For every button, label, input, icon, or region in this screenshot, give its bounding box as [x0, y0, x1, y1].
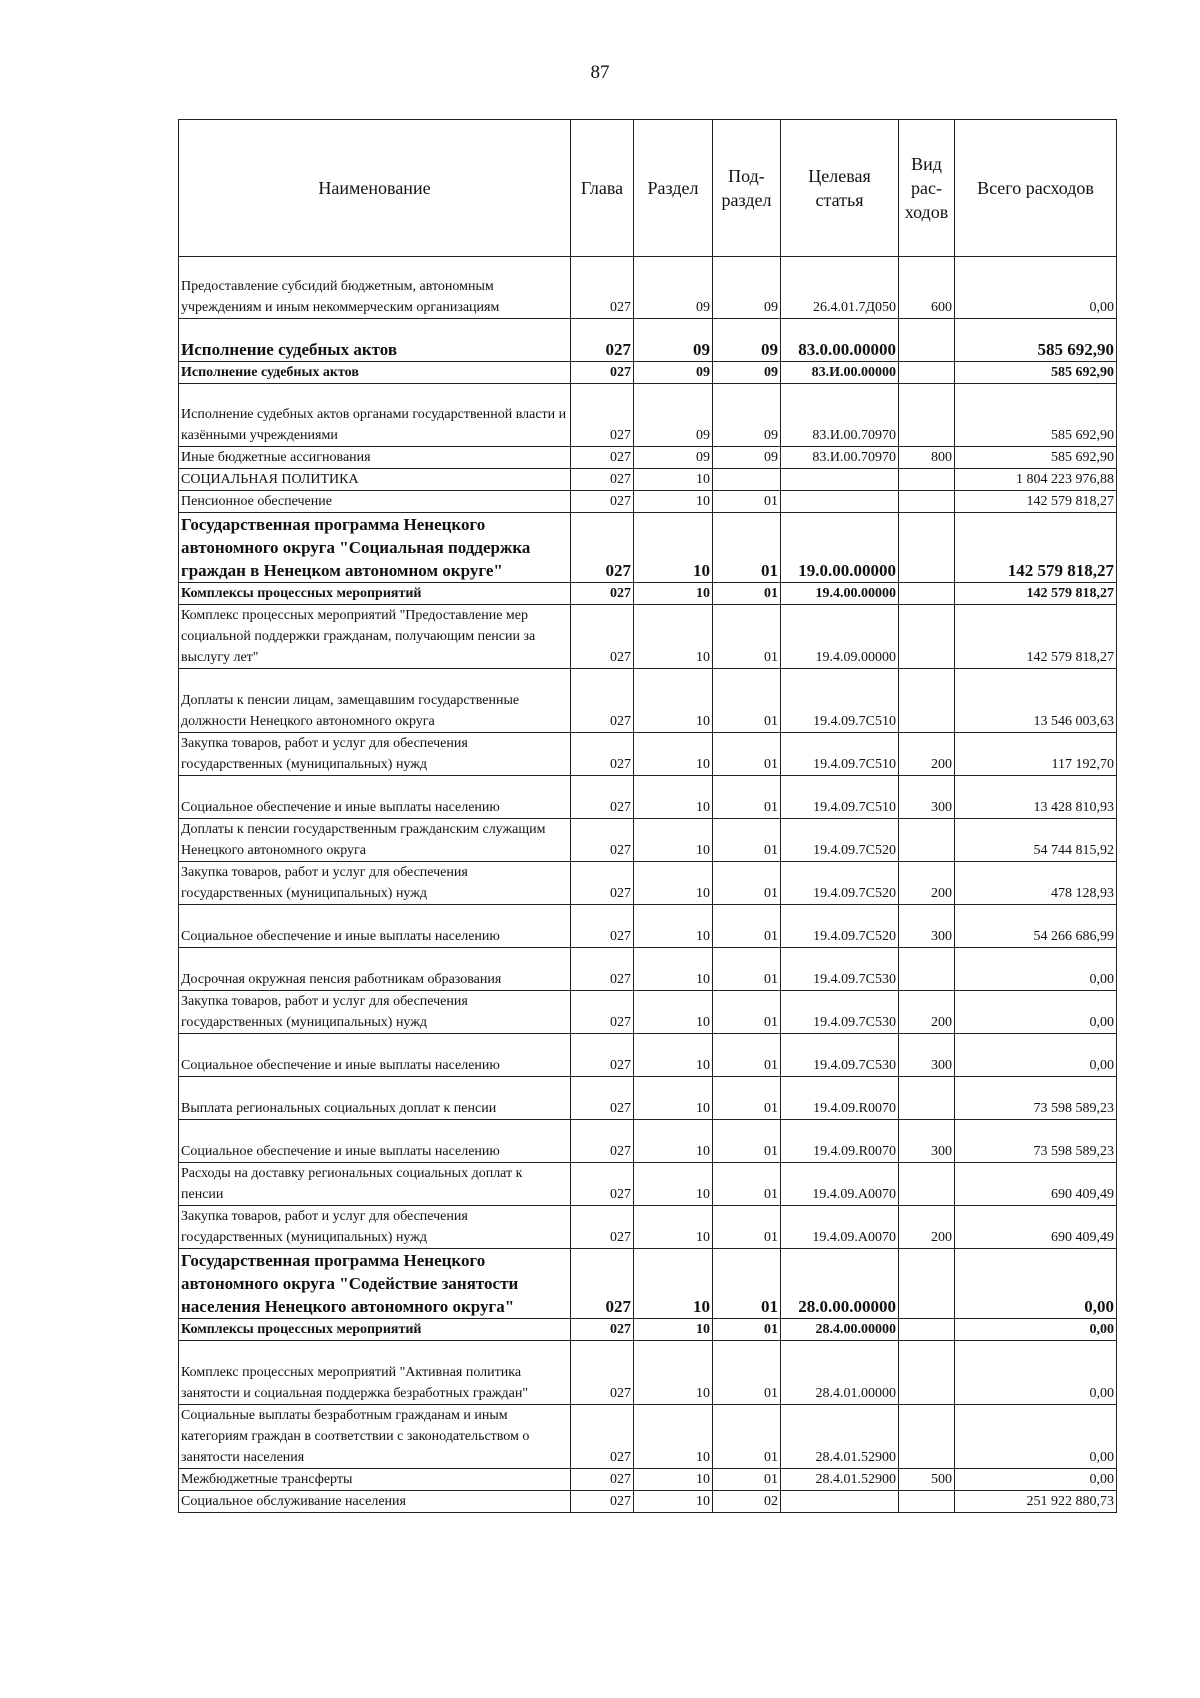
cell-name: Доплаты к пенсии государственным гражданским служащим Ненецкого автономного округа: [179, 819, 571, 862]
cell-target: 19.4.09.7С510: [781, 733, 899, 776]
cell-target: 19.4.09.00000: [781, 605, 899, 669]
cell-glava: 027: [571, 948, 634, 991]
cell-razdel: 10: [634, 583, 713, 605]
cell-name: Комплексы процессных мероприятий: [179, 1319, 571, 1341]
table-row: [179, 862, 1117, 905]
table-row: [179, 905, 1117, 948]
cell-glava: 027: [571, 362, 634, 384]
cell-podrazdel: 01: [713, 948, 781, 991]
cell-total: 690 409,49: [955, 1206, 1117, 1249]
cell-target: 19.4.09.7С520: [781, 862, 899, 905]
cell-podrazdel: 01: [713, 1077, 781, 1120]
page-number: 87: [590, 62, 610, 83]
cell-target: 19.4.09.7С530: [781, 991, 899, 1034]
cell-total: 1 804 223 976,88: [955, 469, 1117, 491]
cell-razdel: 10: [634, 1249, 713, 1319]
cell-podrazdel: 01: [713, 776, 781, 819]
cell-total: 585 692,90: [955, 319, 1117, 362]
table-row: [179, 1034, 1117, 1077]
table-row: [179, 469, 1117, 491]
cell-razdel: 10: [634, 733, 713, 776]
table-header-row: [179, 120, 1117, 257]
cell-razdel: 10: [634, 1491, 713, 1513]
cell-glava: 027: [571, 1163, 634, 1206]
cell-razdel: 09: [634, 319, 713, 362]
cell-name: Комплекс процессных мероприятий "Активная политика занятости и социальная поддержка безработных граждан": [179, 1341, 571, 1405]
cell-vid: [899, 819, 955, 862]
table-row: [179, 1319, 1117, 1341]
cell-total: 0,00: [955, 1341, 1117, 1405]
cell-glava: 027: [571, 1249, 634, 1319]
col-header-target: Целевая статья: [781, 120, 899, 257]
cell-total: 142 579 818,27: [955, 605, 1117, 669]
cell-name: Закупка товаров, работ и услуг для обеспечения государственных (муниципальных) нужд: [179, 862, 571, 905]
cell-podrazdel: 01: [713, 991, 781, 1034]
table-row: [179, 447, 1117, 469]
cell-vid: 200: [899, 733, 955, 776]
cell-vid: [899, 1491, 955, 1513]
cell-razdel: 10: [634, 1163, 713, 1206]
col-header-vid: Вид рас-ходов: [899, 120, 955, 257]
cell-glava: 027: [571, 605, 634, 669]
cell-total: 13 428 810,93: [955, 776, 1117, 819]
cell-target: 19.4.09.7С520: [781, 905, 899, 948]
cell-total: 251 922 880,73: [955, 1491, 1117, 1513]
cell-target: [781, 491, 899, 513]
cell-vid: [899, 1341, 955, 1405]
cell-razdel: 10: [634, 991, 713, 1034]
cell-name: Закупка товаров, работ и услуг для обеспечения государственных (муниципальных) нужд: [179, 1206, 571, 1249]
col-header-glava: Глава: [571, 120, 634, 257]
cell-glava: 027: [571, 819, 634, 862]
cell-glava: 027: [571, 669, 634, 733]
table-row: [179, 669, 1117, 733]
cell-name: Предоставление субсидий бюджетным, автономным учреждениям и иным некоммерческим организациям: [179, 257, 571, 319]
cell-razdel: 09: [634, 447, 713, 469]
table-row: [179, 583, 1117, 605]
cell-vid: 300: [899, 776, 955, 819]
cell-name: Расходы на доставку региональных социальных доплат к пенсии: [179, 1163, 571, 1206]
cell-name: Социальное обеспечение и иные выплаты населению: [179, 776, 571, 819]
cell-vid: [899, 1319, 955, 1341]
cell-name: Межбюджетные трансферты: [179, 1469, 571, 1491]
cell-podrazdel: 01: [713, 605, 781, 669]
cell-glava: 027: [571, 319, 634, 362]
cell-target: 28.0.00.00000: [781, 1249, 899, 1319]
cell-name: Исполнение судебных актов: [179, 319, 571, 362]
cell-target: [781, 469, 899, 491]
cell-name: Исполнение судебных актов: [179, 362, 571, 384]
cell-glava: 027: [571, 1120, 634, 1163]
col-header-razdel: Раздел: [634, 120, 713, 257]
cell-target: 28.4.01.52900: [781, 1405, 899, 1469]
cell-target: [781, 1491, 899, 1513]
cell-podrazdel: 01: [713, 1341, 781, 1405]
cell-razdel: 10: [634, 905, 713, 948]
cell-name: Государственная программа Ненецкого автономного округа "Содействие занятости населения Ненецкого автономного округа": [179, 1249, 571, 1319]
table-row: [179, 819, 1117, 862]
cell-glava: 027: [571, 447, 634, 469]
cell-podrazdel: 02: [713, 1491, 781, 1513]
table-row: [179, 362, 1117, 384]
cell-target: 19.4.09.7С520: [781, 819, 899, 862]
cell-vid: [899, 384, 955, 447]
cell-target: 83.И.00.00000: [781, 362, 899, 384]
cell-vid: [899, 1249, 955, 1319]
table-row: [179, 319, 1117, 362]
cell-name: Доплаты к пенсии лицам, замещавшим государственные должности Ненецкого автономного округа: [179, 669, 571, 733]
cell-razdel: 10: [634, 1469, 713, 1491]
cell-podrazdel: 09: [713, 384, 781, 447]
cell-total: 0,00: [955, 257, 1117, 319]
cell-target: 19.4.09.А0070: [781, 1163, 899, 1206]
table-row: [179, 384, 1117, 447]
cell-name: Социальное обеспечение и иные выплаты населению: [179, 905, 571, 948]
cell-glava: 027: [571, 257, 634, 319]
cell-total: 73 598 589,23: [955, 1077, 1117, 1120]
table-row: [179, 1077, 1117, 1120]
table-row: [179, 513, 1117, 583]
cell-glava: 027: [571, 1405, 634, 1469]
cell-podrazdel: 01: [713, 491, 781, 513]
cell-vid: 300: [899, 1120, 955, 1163]
cell-target: 83.0.00.00000: [781, 319, 899, 362]
cell-total: 142 579 818,27: [955, 491, 1117, 513]
cell-total: 117 192,70: [955, 733, 1117, 776]
cell-glava: 027: [571, 1469, 634, 1491]
cell-podrazdel: 01: [713, 513, 781, 583]
cell-vid: [899, 948, 955, 991]
cell-vid: [899, 1077, 955, 1120]
cell-razdel: 10: [634, 669, 713, 733]
cell-target: 83.И.00.70970: [781, 384, 899, 447]
cell-podrazdel: 01: [713, 905, 781, 948]
cell-name: Закупка товаров, работ и услуг для обеспечения государственных (муниципальных) нужд: [179, 733, 571, 776]
cell-name: Социальные выплаты безработным гражданам и иным категориям граждан в соответствии с законодательством о занятости населения: [179, 1405, 571, 1469]
cell-target: 19.4.09.7С510: [781, 776, 899, 819]
cell-podrazdel: 01: [713, 1469, 781, 1491]
cell-podrazdel: 01: [713, 583, 781, 605]
cell-glava: 027: [571, 905, 634, 948]
cell-name: Социальное обеспечение и иные выплаты населению: [179, 1034, 571, 1077]
cell-glava: 027: [571, 991, 634, 1034]
cell-vid: [899, 491, 955, 513]
cell-total: 0,00: [955, 991, 1117, 1034]
cell-name: Закупка товаров, работ и услуг для обеспечения государственных (муниципальных) нужд: [179, 991, 571, 1034]
cell-podrazdel: 01: [713, 1163, 781, 1206]
cell-target: 28.4.01.00000: [781, 1341, 899, 1405]
cell-razdel: 10: [634, 776, 713, 819]
cell-podrazdel: 09: [713, 257, 781, 319]
cell-glava: 027: [571, 384, 634, 447]
cell-target: 19.0.00.00000: [781, 513, 899, 583]
cell-glava: 027: [571, 1341, 634, 1405]
budget-table: [178, 119, 1117, 1513]
cell-podrazdel: 01: [713, 1249, 781, 1319]
col-header-name: Наименование: [179, 120, 571, 257]
cell-total: 13 546 003,63: [955, 669, 1117, 733]
cell-razdel: 10: [634, 469, 713, 491]
cell-vid: [899, 669, 955, 733]
cell-total: 585 692,90: [955, 447, 1117, 469]
table-row: [179, 1206, 1117, 1249]
table-row: [179, 776, 1117, 819]
cell-razdel: 10: [634, 1034, 713, 1077]
cell-razdel: 10: [634, 948, 713, 991]
cell-podrazdel: 01: [713, 733, 781, 776]
cell-razdel: 10: [634, 1206, 713, 1249]
cell-target: 19.4.09.7С530: [781, 1034, 899, 1077]
cell-glava: 027: [571, 583, 634, 605]
cell-total: 585 692,90: [955, 384, 1117, 447]
cell-razdel: 10: [634, 862, 713, 905]
cell-target: 19.4.09.7С530: [781, 948, 899, 991]
cell-glava: 027: [571, 733, 634, 776]
cell-target: 28.4.00.00000: [781, 1319, 899, 1341]
cell-total: 142 579 818,27: [955, 513, 1117, 583]
cell-total: 0,00: [955, 948, 1117, 991]
cell-podrazdel: 01: [713, 1120, 781, 1163]
cell-total: 0,00: [955, 1249, 1117, 1319]
cell-vid: [899, 513, 955, 583]
cell-total: 0,00: [955, 1405, 1117, 1469]
cell-podrazdel: 09: [713, 447, 781, 469]
cell-name: Комплекс процессных мероприятий "Предоставление мер социальной поддержки гражданам, получающим пенсии за выслугу лет": [179, 605, 571, 669]
cell-vid: [899, 583, 955, 605]
cell-vid: [899, 1405, 955, 1469]
cell-glava: 027: [571, 1077, 634, 1120]
col-header-podrazdel: Под-раздел: [713, 120, 781, 257]
cell-razdel: 10: [634, 1120, 713, 1163]
cell-glava: 027: [571, 469, 634, 491]
table-row: [179, 605, 1117, 669]
cell-vid: [899, 469, 955, 491]
cell-podrazdel: 01: [713, 1034, 781, 1077]
cell-podrazdel: 01: [713, 862, 781, 905]
cell-podrazdel: 09: [713, 362, 781, 384]
cell-razdel: 10: [634, 513, 713, 583]
cell-razdel: 09: [634, 257, 713, 319]
cell-total: 0,00: [955, 1469, 1117, 1491]
col-header-total: Всего расходов: [955, 120, 1117, 257]
cell-target: 19.4.09.А0070: [781, 1206, 899, 1249]
table-row: [179, 948, 1117, 991]
cell-name: Иные бюджетные ассигнования: [179, 447, 571, 469]
cell-name: Пенсионное обеспечение: [179, 491, 571, 513]
table-row: [179, 1405, 1117, 1469]
cell-vid: 300: [899, 1034, 955, 1077]
table-row: [179, 1249, 1117, 1319]
cell-glava: 027: [571, 491, 634, 513]
cell-podrazdel: 01: [713, 1319, 781, 1341]
cell-vid: 200: [899, 991, 955, 1034]
cell-glava: 027: [571, 1491, 634, 1513]
table-row: [179, 733, 1117, 776]
cell-total: 478 128,93: [955, 862, 1117, 905]
cell-podrazdel: 01: [713, 1405, 781, 1469]
cell-total: 0,00: [955, 1319, 1117, 1341]
cell-glava: 027: [571, 1206, 634, 1249]
table-row: [179, 257, 1117, 319]
cell-target: 26.4.01.7Д050: [781, 257, 899, 319]
cell-target: 28.4.01.52900: [781, 1469, 899, 1491]
table-row: [179, 991, 1117, 1034]
cell-vid: 200: [899, 1206, 955, 1249]
cell-razdel: 10: [634, 1077, 713, 1120]
cell-target: 83.И.00.70970: [781, 447, 899, 469]
cell-glava: 027: [571, 776, 634, 819]
cell-glava: 027: [571, 862, 634, 905]
cell-vid: 500: [899, 1469, 955, 1491]
cell-podrazdel: 01: [713, 1206, 781, 1249]
table-row: [179, 1469, 1117, 1491]
table-row: [179, 491, 1117, 513]
cell-razdel: 10: [634, 1341, 713, 1405]
cell-total: 0,00: [955, 1034, 1117, 1077]
cell-vid: [899, 319, 955, 362]
table-row: [179, 1341, 1117, 1405]
cell-total: 142 579 818,27: [955, 583, 1117, 605]
cell-vid: 600: [899, 257, 955, 319]
cell-razdel: 10: [634, 1319, 713, 1341]
cell-podrazdel: 01: [713, 669, 781, 733]
cell-name: Социальное обслуживание населения: [179, 1491, 571, 1513]
cell-podrazdel: [713, 469, 781, 491]
cell-razdel: 10: [634, 491, 713, 513]
cell-name: Социальное обеспечение и иные выплаты населению: [179, 1120, 571, 1163]
cell-name: Исполнение судебных актов органами государственной власти и казёнными учреждениями: [179, 384, 571, 447]
cell-total: 73 598 589,23: [955, 1120, 1117, 1163]
cell-razdel: 10: [634, 605, 713, 669]
cell-podrazdel: 01: [713, 819, 781, 862]
cell-vid: [899, 362, 955, 384]
cell-total: 585 692,90: [955, 362, 1117, 384]
cell-podrazdel: 09: [713, 319, 781, 362]
cell-glava: 027: [571, 1034, 634, 1077]
cell-glava: 027: [571, 513, 634, 583]
table-row: [179, 1120, 1117, 1163]
cell-vid: 800: [899, 447, 955, 469]
cell-total: 54 266 686,99: [955, 905, 1117, 948]
cell-name: Досрочная окружная пенсия работникам образования: [179, 948, 571, 991]
cell-name: СОЦИАЛЬНАЯ ПОЛИТИКА: [179, 469, 571, 491]
cell-glava: 027: [571, 1319, 634, 1341]
cell-razdel: 09: [634, 384, 713, 447]
cell-razdel: 10: [634, 819, 713, 862]
cell-vid: 200: [899, 862, 955, 905]
cell-vid: 300: [899, 905, 955, 948]
cell-vid: [899, 605, 955, 669]
cell-name: Комплексы процессных мероприятий: [179, 583, 571, 605]
cell-total: 54 744 815,92: [955, 819, 1117, 862]
table-row: [179, 1163, 1117, 1206]
cell-target: 19.4.09.R0070: [781, 1077, 899, 1120]
cell-razdel: 10: [634, 1405, 713, 1469]
cell-target: 19.4.09.R0070: [781, 1120, 899, 1163]
table-row: [179, 1491, 1117, 1513]
cell-total: 690 409,49: [955, 1163, 1117, 1206]
cell-target: 19.4.09.7С510: [781, 669, 899, 733]
cell-razdel: 09: [634, 362, 713, 384]
cell-vid: [899, 1163, 955, 1206]
cell-name: Выплата региональных социальных доплат к пенсии: [179, 1077, 571, 1120]
cell-target: 19.4.00.00000: [781, 583, 899, 605]
cell-name: Государственная программа Ненецкого автономного округа "Социальная поддержка граждан в Ненецком автономном округе": [179, 513, 571, 583]
